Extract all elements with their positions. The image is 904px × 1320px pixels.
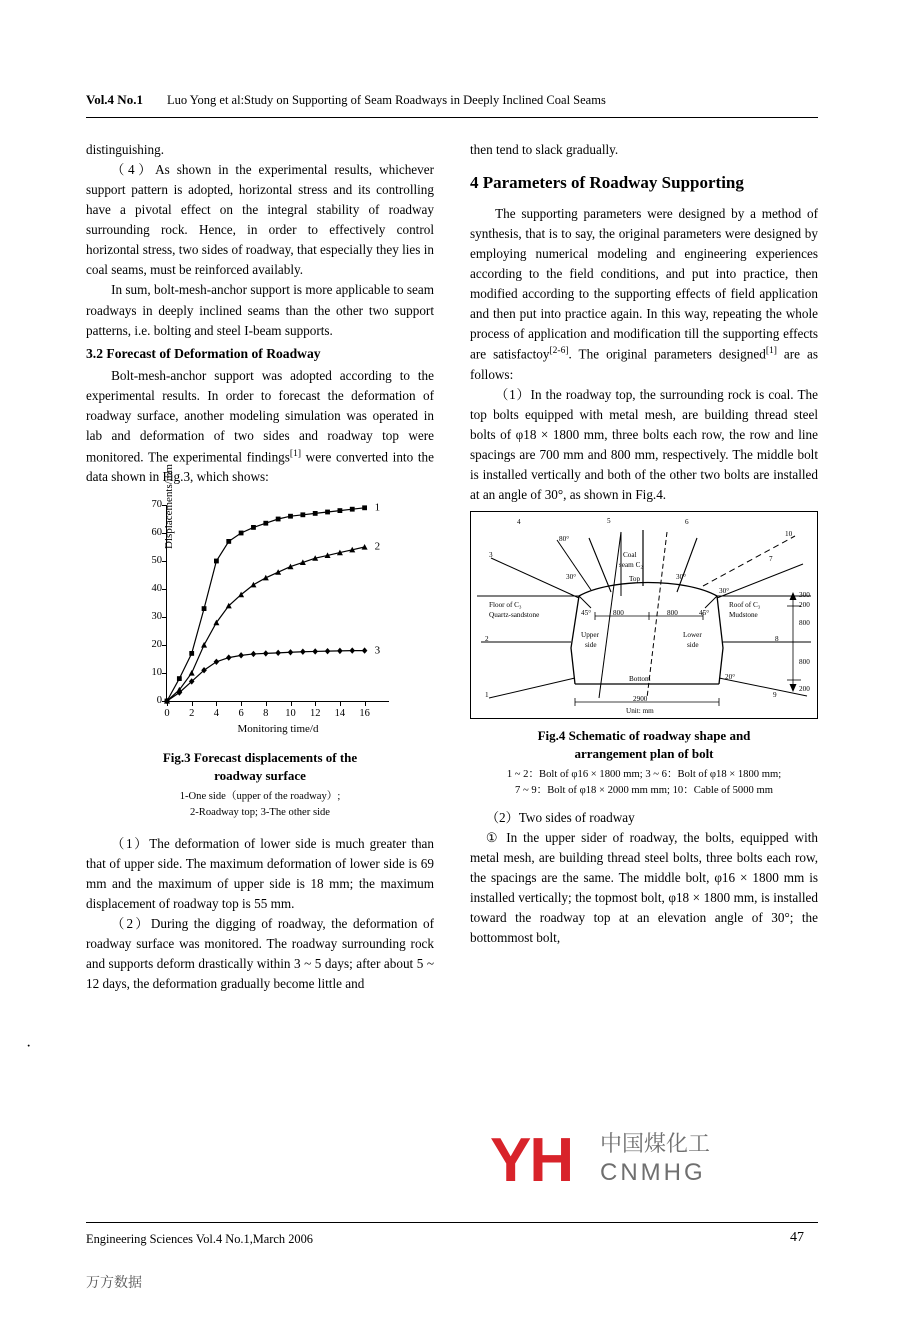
figure-4-lower-side-line2: side (687, 641, 699, 650)
figure-3-axes (151, 464, 389, 736)
figure-4-label-5: 5 (607, 517, 611, 526)
figure-3-series-svg (167, 505, 389, 701)
figure-4-coal-seam-line2: seam C₂ (619, 561, 643, 570)
figure-4-dim-800a: 800 (613, 609, 624, 618)
figure-4-bottom-label: Bottom (629, 675, 651, 684)
heading-3-2: 3.2 Forecast of Deformation of Roadway (86, 345, 321, 361)
running-title: Luo Yong et al:Study on Supporting of Seam Roadways in Deeply Inclined Coal Seams (166, 93, 606, 107)
paragraph-forecast-b: were converted into the data shown in Fig.3, which shows: (86, 448, 434, 484)
ytick-20: 20 (151, 639, 162, 651)
figure-3-ylabel: Displacements/mm (163, 464, 175, 550)
paragraph-synthesis (470, 204, 818, 385)
figure-4-angle-45a: 45° (581, 609, 592, 618)
figure-3-caption (86, 749, 434, 784)
paragraph-forecast-a: Bolt-mesh-anchor support was adopted according to the experimental results. In order to forecast the deformation of roadway surface, another modeling simulation was operated in lab and deformation of two sides and roadway top were monitored. The experimental findings (86, 368, 434, 464)
figure-3-note-line1: 1-One side（upper of the roadway）; (179, 791, 341, 803)
figure-3-xlabel: Monitoring time/d (237, 723, 319, 736)
figure-4-floor-line2: Quartz-sandstone (489, 611, 540, 620)
figure-4-dim-800d: 800 (799, 658, 810, 667)
paragraph-synthesis-a: The supporting parameters were designed by a method of synthesis, that is to say, the original parameters were designed by employing numerical modeling and engineering experiences according to the field conditions, and put into practice, then modified according to the supporting effects of field application and then put into practice again. In this way, repeating the whole process of application and modification till the supporting effects are satisfactoy (470, 205, 818, 362)
page-number: 47 (790, 1230, 804, 1245)
xtick-10: 10 (285, 708, 296, 720)
figure-4-note-line1: 1 ~ 2：Bolt of φ16 × 1800 mm; 3 ~ 6：Bolt of φ18 × 1800 mm; (506, 769, 782, 781)
ytick-50: 50 (151, 555, 162, 567)
figure-4-label-9: 9 (773, 691, 777, 700)
watermark-cnmhg: CNMHG (600, 1159, 706, 1186)
figure-4-dim-200b: 200 (799, 685, 810, 694)
xtickmark-12 (315, 701, 316, 706)
figure-4-label-1: 1 (485, 691, 489, 700)
paragraph-slack: then tend to slack gradually. (470, 142, 619, 157)
ytick-40: 40 (151, 583, 162, 595)
figure-4-label-7: 7 (769, 555, 773, 564)
footer-divider (86, 1222, 818, 1223)
right-column (470, 140, 818, 948)
wanfang-data-label: 万方数据 (86, 1275, 142, 1291)
paragraph-synthesis-c: are as follows: (470, 346, 818, 382)
figure-4 (470, 511, 818, 798)
figure-4-roof-line1: Roof of C₃ (729, 601, 761, 610)
figure-4-label-2: 2 (485, 635, 489, 644)
ref-2-6: [2-6] (549, 346, 569, 357)
header-divider (86, 117, 818, 118)
figure-4-caption-line2: arrangement plan of bolt (574, 745, 714, 761)
heading-4: 4 Parameters of Roadway Supporting (470, 173, 744, 193)
watermark-logo: YH (490, 1126, 573, 1195)
paragraph-deformation-2: （2）During the digging of roadway, the deformation of roadway surface was monitored. The roadway surrounding rock and supports deform drastically within 3 ~ 5 days; after about 5 ~ 12 days, the deformation gradually become little and (86, 916, 434, 992)
series-label-1: 1 (374, 501, 381, 514)
series-label-2: 2 (374, 540, 381, 553)
figure-4-note (470, 767, 818, 798)
figure-4-label-6: 6 (685, 518, 689, 527)
paragraph-top-bolts: （1）In the roadway top, the surrounding rock is coal. The top bolts equipped with metal mesh, are building thread steel bolts of φ18 × 1800 mm, three bolts each row, the row and line spacings are 700 mm and 800 mm, respectively. The middle bolt is installed vertically and both of the other two bolts are installed at an angle of 30°, as shown in Fig.4. (470, 386, 818, 503)
figure-4-angle-30b: 30° (676, 573, 687, 582)
xtickmark-4 (216, 701, 217, 706)
paragraph-synthesis-b: . The original parameters designed (568, 346, 766, 362)
xtickmark-10 (291, 701, 292, 706)
xtickmark-6 (241, 701, 242, 706)
xtick-12: 12 (309, 708, 321, 720)
xtick-14: 14 (334, 708, 346, 720)
volume-label: Vol.4 No.1 (86, 92, 143, 107)
figure-4-dim-2900: 2900 (633, 695, 648, 704)
figure-3-caption-line2: roadway surface (214, 767, 306, 783)
figure-4-dim-800c: 800 (799, 619, 810, 628)
figure-4-caption (470, 727, 818, 762)
figure-4-upper-side-line1: Upper (581, 631, 599, 640)
figure-4-angle-20: 20° (725, 673, 736, 682)
figure-3-note-line2: 2-Roadway top; 3-The other side (189, 806, 331, 818)
xtick-4: 4 (213, 708, 220, 720)
xtickmark-2 (192, 701, 193, 706)
paragraph-forecast (86, 366, 434, 487)
figure-4-angle-45b: 45° (699, 609, 710, 618)
paragraph-two-sides: （2）Two sides of roadway (485, 810, 635, 826)
figure-4-angle-80: 80° (559, 535, 570, 544)
figure-4-note-line2: 7 ~ 9：Bolt of φ18 × 2000 mm mm; 10：Cable of 5000 mm (515, 784, 773, 796)
figure-3-caption-line1: Fig.3 Forecast displacements of the (162, 750, 358, 766)
margin-dot: · (26, 1038, 32, 1055)
figure-4-roof-line2: Mudstone (729, 611, 758, 620)
xtick-6: 6 (238, 708, 244, 720)
figure-4-dim-800b: 800 (667, 609, 678, 618)
paragraph-upper-side: ① In the upper sider of roadway, the bolts, equipped with metal mesh, are building thread steel bolts, three bolts each row, the spacings are the same. The middle bolt, φ16 × 1800 mm is installed vertically; the topmost bolt, φ18 × 1800 mm, is installed toward the roadway top at an elevation angle of 30°; the bottommost bolt, (470, 830, 818, 946)
ytick-70: 70 (151, 499, 162, 511)
figure-4-upper-side-line2: side (585, 641, 597, 650)
xtickmark-16 (365, 701, 366, 706)
footer-journal: Engineering Sciences Vol.4 No.1,March 2006 (86, 1232, 314, 1246)
figure-4-top-label: Top (629, 575, 641, 584)
xtick-2: 2 (189, 708, 195, 720)
watermark-chinese: 中国煤化工 (600, 1131, 711, 1156)
paragraph-insum: In sum, bolt-mesh-anchor support is more applicable to seam roadways in deeply inclined seams than the other two support patterns, i.e. bolting and steel I-beam supports. (86, 282, 434, 338)
figure-4-dim-200a: 200 (799, 601, 810, 610)
arrow-down (790, 684, 797, 692)
ref-1b: [1] (765, 346, 777, 357)
figure-4-label-10: 10 (785, 530, 793, 539)
figure-4-diagram (470, 511, 818, 719)
figure-3-chart (110, 464, 410, 741)
figure-4-label-4: 4 (517, 518, 521, 527)
figure-4-angle-30a: 30° (566, 573, 577, 582)
figure-4-lower-side-line1: Lower (683, 631, 702, 640)
left-column (86, 140, 434, 994)
xtick-16: 16 (359, 708, 370, 720)
xtick-8: 8 (263, 708, 269, 720)
ytick-30: 30 (151, 611, 162, 623)
xtick-0: 0 (164, 708, 170, 720)
watermark (470, 1125, 830, 1195)
series-label-3: 3 (374, 644, 381, 657)
xtickmark-8 (266, 701, 267, 706)
figure-4-angle-30c: 30° (719, 587, 730, 596)
paragraph-deformation-1: （1）The deformation of lower side is much greater than that of upper side. The maximum deformation of lower side is 69 mm and the maximum of upper side is 18 mm; the maximum displacement of roadway top is 55 mm. (86, 835, 434, 912)
figure-4-unit-label: Unit: mm (626, 707, 654, 716)
figure-4-caption-line1: Fig.4 Schematic of roadway shape and (537, 728, 751, 744)
figure-4-dim-300: 300 (799, 591, 810, 600)
running-header (86, 92, 818, 108)
figure-3-note (86, 789, 434, 820)
ytick-10: 10 (151, 667, 162, 679)
figure-4-floor-line1: Floor of C₃ (489, 601, 522, 610)
figure-4-label-3: 3 (489, 551, 493, 560)
ytick-60: 60 (151, 527, 162, 539)
ytick-0: 0 (156, 695, 162, 707)
figure-4-label-8: 8 (775, 635, 779, 644)
paragraph-4: （4）As shown in the experimental results, whichever support pattern is adopted, horizontal stress and its controlling have a pivotal effect on the integral stability of roadway surrounding rock. Hence, in order to effectively control horizontal stress, two sides of roadway, that especially they lies in coal seams, must be reinforced availably. (86, 162, 434, 278)
xtickmark-14 (340, 701, 341, 706)
figure-4-coal-seam-line1: Coal (623, 551, 637, 560)
ref-1: [1] (289, 448, 301, 459)
paragraph-distinguishing: distinguishing. (86, 142, 165, 157)
